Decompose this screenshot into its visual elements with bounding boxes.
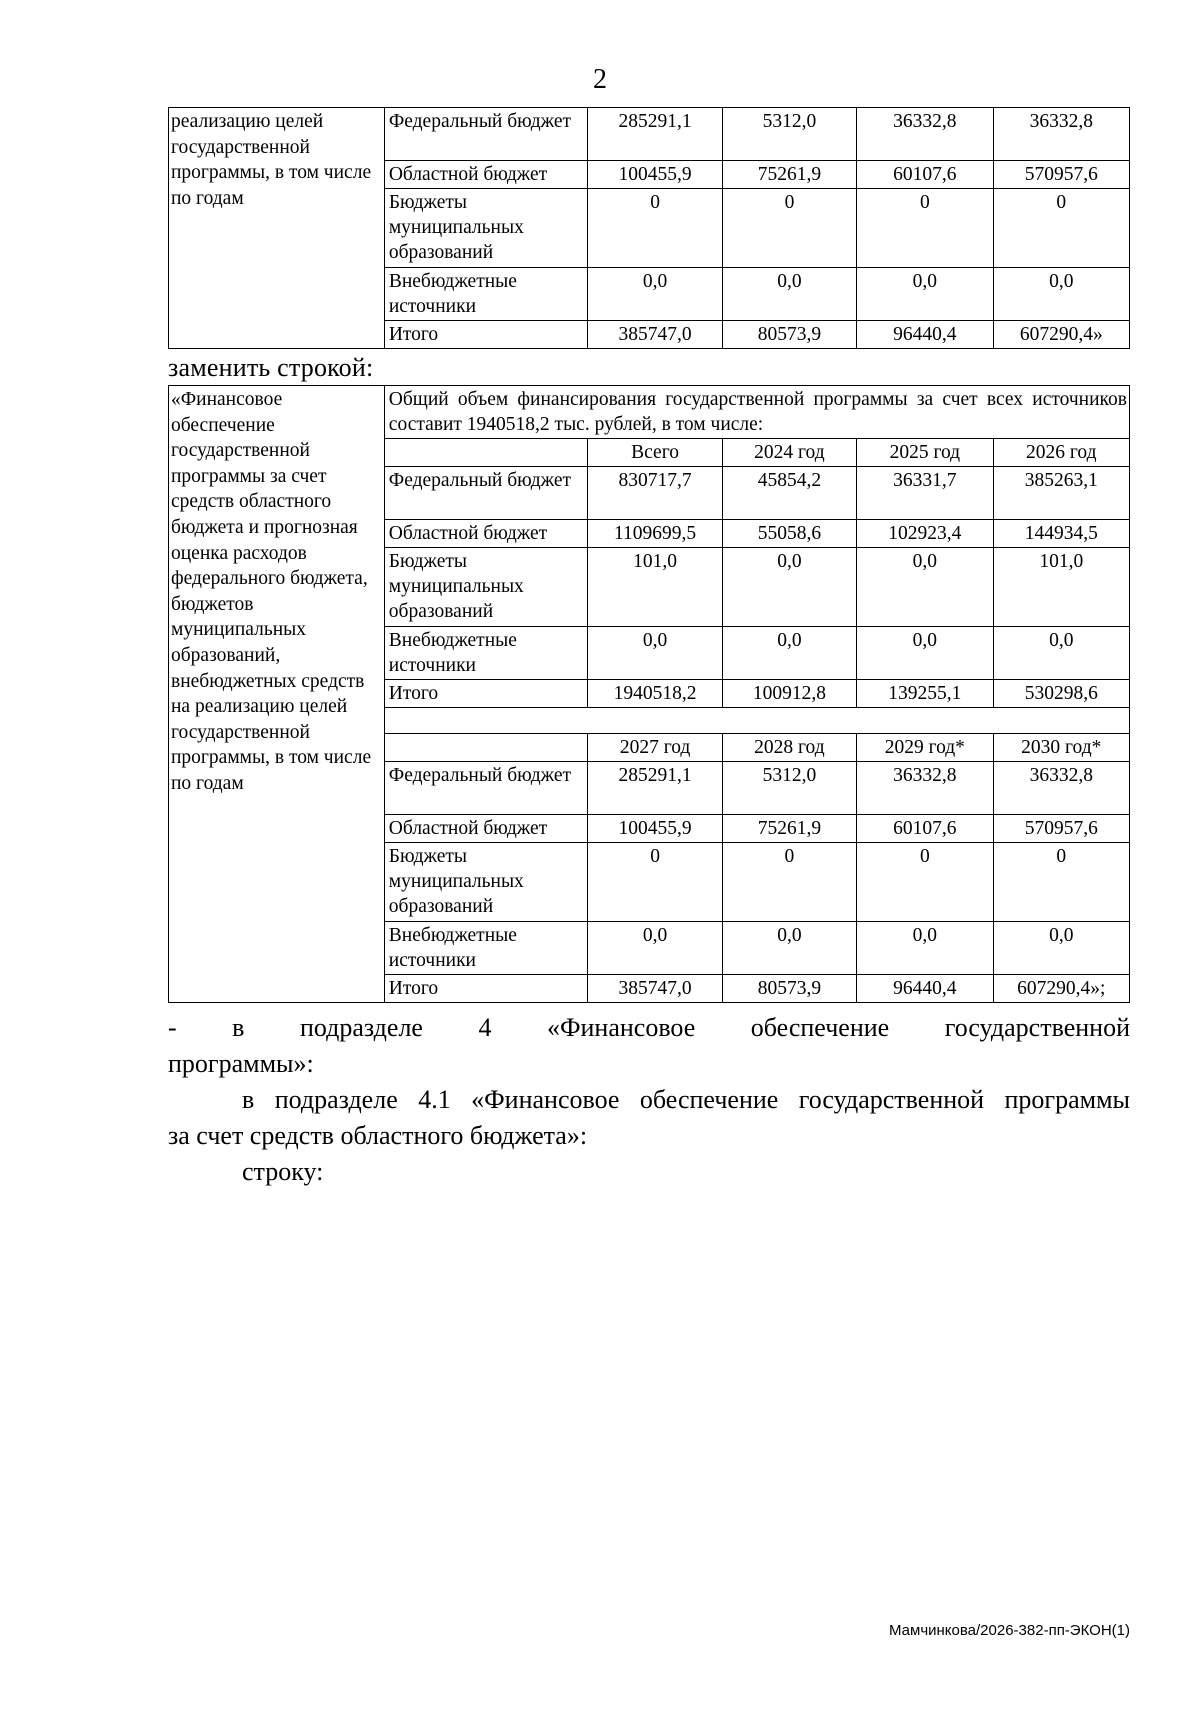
table-cell: 385263,1 xyxy=(993,467,1129,520)
table-cell: 0,0 xyxy=(857,627,993,680)
table-cell: 530298,6 xyxy=(993,680,1129,708)
table-cell: 0,0 xyxy=(588,268,722,321)
table-cell: 385747,0 xyxy=(588,975,722,1003)
table-cell: 5312,0 xyxy=(722,762,856,815)
row-description: «Финансовое обеспечение государственной программы за счет средств областного бюджета и прогнозная оценка расходов федерального бюджета, бюджетов муниципальных образований, внебюджетных средств на реализацию целей государственной программы, в том числе по годам xyxy=(169,386,385,1003)
paragraph-line: за счет средств областного бюджета»: xyxy=(168,1121,588,1150)
table-cell: 5312,0 xyxy=(722,108,856,161)
table-cell: 0,0 xyxy=(993,627,1129,680)
table-cell: 0 xyxy=(993,843,1129,922)
table-cell: 607290,4» xyxy=(993,321,1129,349)
row-label: Внебюджетные источники xyxy=(384,922,588,975)
header-cell: 2029 год* xyxy=(857,734,993,762)
table-cell: 0,0 xyxy=(857,922,993,975)
table-row xyxy=(169,386,1130,439)
funding-table-old xyxy=(168,107,1130,349)
table-cell: 0,0 xyxy=(857,548,993,627)
replace-instruction: заменить строкой: xyxy=(168,353,374,382)
table-cell: 60107,6 xyxy=(857,815,993,843)
table-cell: 1109699,5 xyxy=(588,520,722,548)
table-cell: 0,0 xyxy=(722,268,856,321)
funding-table-new xyxy=(168,385,1130,1003)
header-cell: 2027 год xyxy=(588,734,722,762)
row-label: Бюджеты муниципальных образований xyxy=(384,843,588,922)
table-cell: 75261,9 xyxy=(722,815,856,843)
table-cell: 139255,1 xyxy=(857,680,993,708)
paragraph-line: в подразделе 4.1 «Финансовое обеспечение государственной программы xyxy=(242,1085,1130,1114)
header-cell: 2025 год xyxy=(857,439,993,467)
table-cell: 570957,6 xyxy=(993,815,1129,843)
table-cell: 36332,8 xyxy=(857,108,993,161)
table-cell: 0 xyxy=(857,189,993,268)
row-label: Внебюджетные источники xyxy=(384,268,588,321)
table-cell: 0,0 xyxy=(993,268,1129,321)
table-cell: 102923,4 xyxy=(857,520,993,548)
table-cell: 96440,4 xyxy=(857,975,993,1003)
table-cell: 285291,1 xyxy=(588,108,722,161)
row-label: Внебюджетные источники xyxy=(384,627,588,680)
row-description: реализацию целей государственной программы, в том числе по годам xyxy=(169,108,385,349)
table-cell: 101,0 xyxy=(588,548,722,627)
header-cell xyxy=(384,734,588,762)
table-cell: 285291,1 xyxy=(588,762,722,815)
total-funding-intro: Общий объем финансирования государственной программы за счет всех источников составит 1940518,2 тыс. рублей, в том числе: xyxy=(384,386,1129,439)
header-cell: Всего xyxy=(588,439,722,467)
header-cell: 2030 год* xyxy=(993,734,1129,762)
table-cell: 830717,7 xyxy=(588,467,722,520)
table-cell: 0 xyxy=(722,843,856,922)
row-label: Итого xyxy=(384,680,588,708)
table-cell: 45854,2 xyxy=(722,467,856,520)
table-cell: 100455,9 xyxy=(588,815,722,843)
header-cell: 2024 год xyxy=(722,439,856,467)
table-cell: 0 xyxy=(993,189,1129,268)
paragraph-line: строку: xyxy=(242,1157,324,1186)
table-cell: 80573,9 xyxy=(722,321,856,349)
table-cell: 55058,6 xyxy=(722,520,856,548)
table-cell: 607290,4»; xyxy=(993,975,1129,1003)
blank-cell xyxy=(384,708,1129,734)
table-cell: 0 xyxy=(857,843,993,922)
table-cell: 36332,8 xyxy=(993,108,1129,161)
table-cell: 100455,9 xyxy=(588,161,722,189)
header-cell: 2028 год xyxy=(722,734,856,762)
paragraph-line: программы»: xyxy=(168,1049,314,1078)
row-label: Областной бюджет xyxy=(384,520,588,548)
table-cell: 0,0 xyxy=(722,922,856,975)
table-cell: 0,0 xyxy=(588,627,722,680)
row-label: Федеральный бюджет xyxy=(384,467,588,520)
table-cell: 0,0 xyxy=(993,922,1129,975)
table-cell: 60107,6 xyxy=(857,161,993,189)
table-cell: 144934,5 xyxy=(993,520,1129,548)
row-label: Федеральный бюджет xyxy=(384,108,588,161)
row-label: Бюджеты муниципальных образований xyxy=(384,189,588,268)
document-footer: Мамчинкова/2026-382-пп-ЭКОН(1) xyxy=(889,1622,1130,1639)
table-cell: 36332,8 xyxy=(993,762,1129,815)
table-cell: 0,0 xyxy=(722,627,856,680)
row-label: Итого xyxy=(384,975,588,1003)
table-cell: 100912,8 xyxy=(722,680,856,708)
page-number: 2 xyxy=(593,64,607,95)
table-cell: 570957,6 xyxy=(993,161,1129,189)
table-cell: 0 xyxy=(722,189,856,268)
table-cell: 80573,9 xyxy=(722,975,856,1003)
table-cell: 0,0 xyxy=(857,268,993,321)
table-row xyxy=(169,108,1130,161)
table-cell: 101,0 xyxy=(993,548,1129,627)
table-cell: 1940518,2 xyxy=(588,680,722,708)
row-label: Бюджеты муниципальных образований xyxy=(384,548,588,627)
table-cell: 0 xyxy=(588,189,722,268)
table-cell: 385747,0 xyxy=(588,321,722,349)
table-cell: 36332,8 xyxy=(857,762,993,815)
table-cell: 36331,7 xyxy=(857,467,993,520)
table-cell: 96440,4 xyxy=(857,321,993,349)
paragraph-line: - в подразделе 4 «Финансовое обеспечение государственной xyxy=(168,1013,1130,1042)
table-cell: 0 xyxy=(588,843,722,922)
row-label: Областной бюджет xyxy=(384,161,588,189)
table-cell: 0,0 xyxy=(588,922,722,975)
row-label: Федеральный бюджет xyxy=(384,762,588,815)
header-cell: 2026 год xyxy=(993,439,1129,467)
row-label: Итого xyxy=(384,321,588,349)
row-label: Областной бюджет xyxy=(384,815,588,843)
table-cell: 75261,9 xyxy=(722,161,856,189)
table-cell: 0,0 xyxy=(722,548,856,627)
header-cell xyxy=(384,439,588,467)
